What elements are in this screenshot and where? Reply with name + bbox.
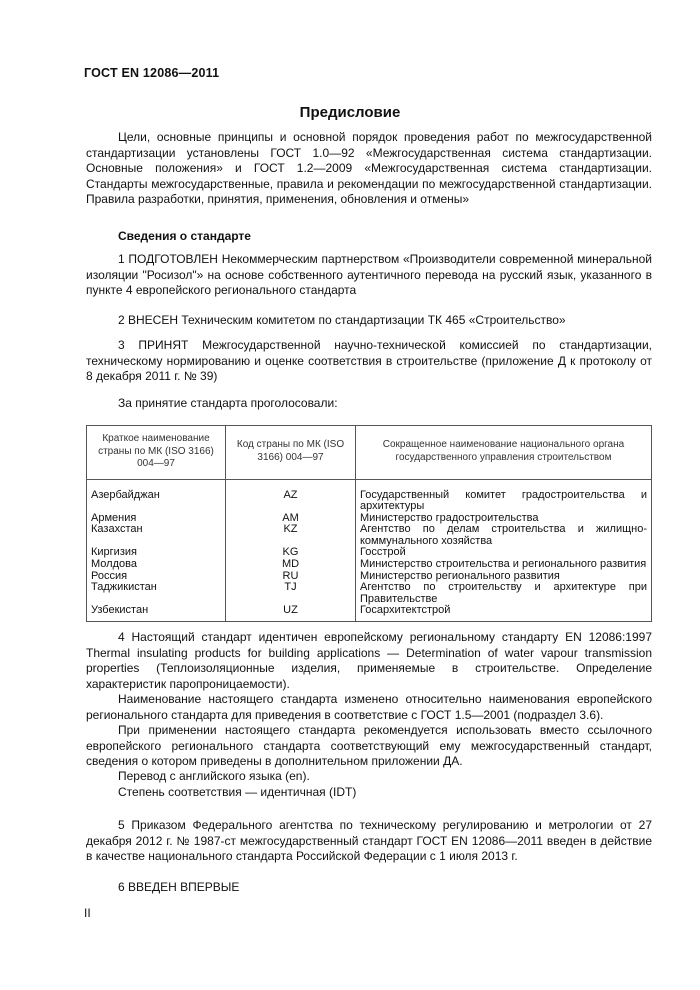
body-cell: Агентство по строительству и архитектуре при Правительстве: [356, 582, 652, 605]
item-2-paragraph: 2 ВНЕСЕН Техническим комитетом по стандартизации ТК 465 «Строительство»: [118, 313, 566, 327]
body-cell: Министерство градостроительства: [356, 513, 652, 525]
document-id-header: ГОСТ EN 12086—2011: [84, 66, 220, 80]
translation-note: Перевод с английского языка (en).: [118, 769, 310, 783]
code-cell: MD: [226, 559, 356, 571]
country-cell: Киргизия: [87, 547, 226, 559]
item-3-paragraph: 3 ПРИНЯТ Межгосударственной научно-технической комиссией по стандартизации, техническому нормированию и оценке соответствия в строительстве (приложение Д к протоколу от 8 декабря 2011 г. № 39): [86, 338, 652, 384]
body-cell: Госстрой: [356, 547, 652, 559]
column-header-country: Краткое наименование страны по МК (ISO 3166) 004—97: [87, 426, 226, 480]
code-cell: AM: [226, 513, 356, 525]
country-cell: Россия: [87, 571, 226, 583]
column-header-body: Сокращенное наименование национального органа государственного управления строительством: [356, 426, 652, 480]
code-cell: KZ: [226, 524, 356, 547]
country-cell: Азербайджан: [87, 479, 226, 513]
body-cell: Госархитектстрой: [356, 605, 652, 621]
code-cell: UZ: [226, 605, 356, 621]
table-header-row: [87, 426, 652, 480]
section-title: Сведения о стандарте: [118, 229, 251, 243]
body-cell: Государственный комитет градостроительства и архитектуры: [356, 479, 652, 513]
page-number: II: [84, 906, 91, 920]
country-cell: Узбекистан: [87, 605, 226, 621]
page-title: Предисловие: [299, 104, 401, 121]
intro-paragraph: Цели, основные принципы и основной порядок проведения работ по межгосударственной стандартизации установлены ГОСТ 1.0—92 «Межгосударственная система стандартизации. Основные положения» и ГОСТ 1.2—2009 «Межгосударственная система стандартизации. Стандарты межгосударственные, правила и рекомендации по межгосударственной стандартизации. Правила разработки, принятия, применения, обновления и отмены»: [86, 130, 652, 207]
code-cell: KG: [226, 547, 356, 559]
table-row: [87, 582, 652, 605]
item-4-reference-note: При применении настоящего стандарта рекомендуется использовать вместо ссылочного европейского регионального стандарта соответствующий ему межгосударственный стандарт, сведения о котором приведены в дополнительном приложении ДА.: [86, 723, 652, 769]
body-cell: Министерство строительства и регионального развития: [356, 559, 652, 571]
country-cell: Таджикистан: [87, 582, 226, 605]
member-states-table: [86, 425, 652, 622]
code-cell: RU: [226, 571, 356, 583]
table-row: [87, 605, 652, 621]
item-4-paragraph: 4 Настоящий стандарт идентичен европейскому региональному стандарту EN 12086:1997 Thermal insulating products for building applications — Determination of water vapour transmission properties (Теплоизоляционные изделия, применяемые в строительстве. Определение характеристик паропроницаемости).: [86, 630, 652, 691]
table-row: [87, 524, 652, 547]
item-6-paragraph: 6 ВВЕДЕН ВПЕРВЫЕ: [118, 880, 240, 894]
body-cell: Министерство регионального развития: [356, 571, 652, 583]
vote-intro: За принятие стандарта проголосовали:: [118, 396, 338, 410]
body-cell: Агентство по делам строительства и жилищно-коммунального хозяйства: [356, 524, 652, 547]
item-5-paragraph: 5 Приказом Федерального агентства по техническому регулированию и метрологии от 27 декабря 2012 г. № 1987-ст межгосударственный стандарт ГОСТ EN 12086—2011 введен в действие в качестве национального стандарта Российской Федерации с 1 июля 2013 г.: [86, 818, 652, 864]
table-row: [87, 479, 652, 513]
column-header-code: Код страны по МК (ISO 3166) 004—97: [226, 426, 356, 480]
code-cell: AZ: [226, 479, 356, 513]
item-1-paragraph: 1 ПОДГОТОВЛЕН Некоммерческим партнерством «Производители современной минеральной изоляции "Росизол"» на основе собственного аутентичного перевода на русский язык, указанного в пункте 4 европейского регионального стандарта: [86, 252, 652, 298]
country-cell: Армения: [87, 513, 226, 525]
country-cell: Казахстан: [87, 524, 226, 547]
country-cell: Молдова: [87, 559, 226, 571]
table-row: [87, 559, 652, 571]
item-4-rename-note: Наименование настоящего стандарта изменено относительно наименования европейского регионального стандарта для приведения в соответствие с ГОСТ 1.5—2001 (подраздел 3.6).: [86, 692, 652, 722]
conformity-note: Степень соответствия — идентичная (IDT): [118, 785, 357, 799]
code-cell: TJ: [226, 582, 356, 605]
